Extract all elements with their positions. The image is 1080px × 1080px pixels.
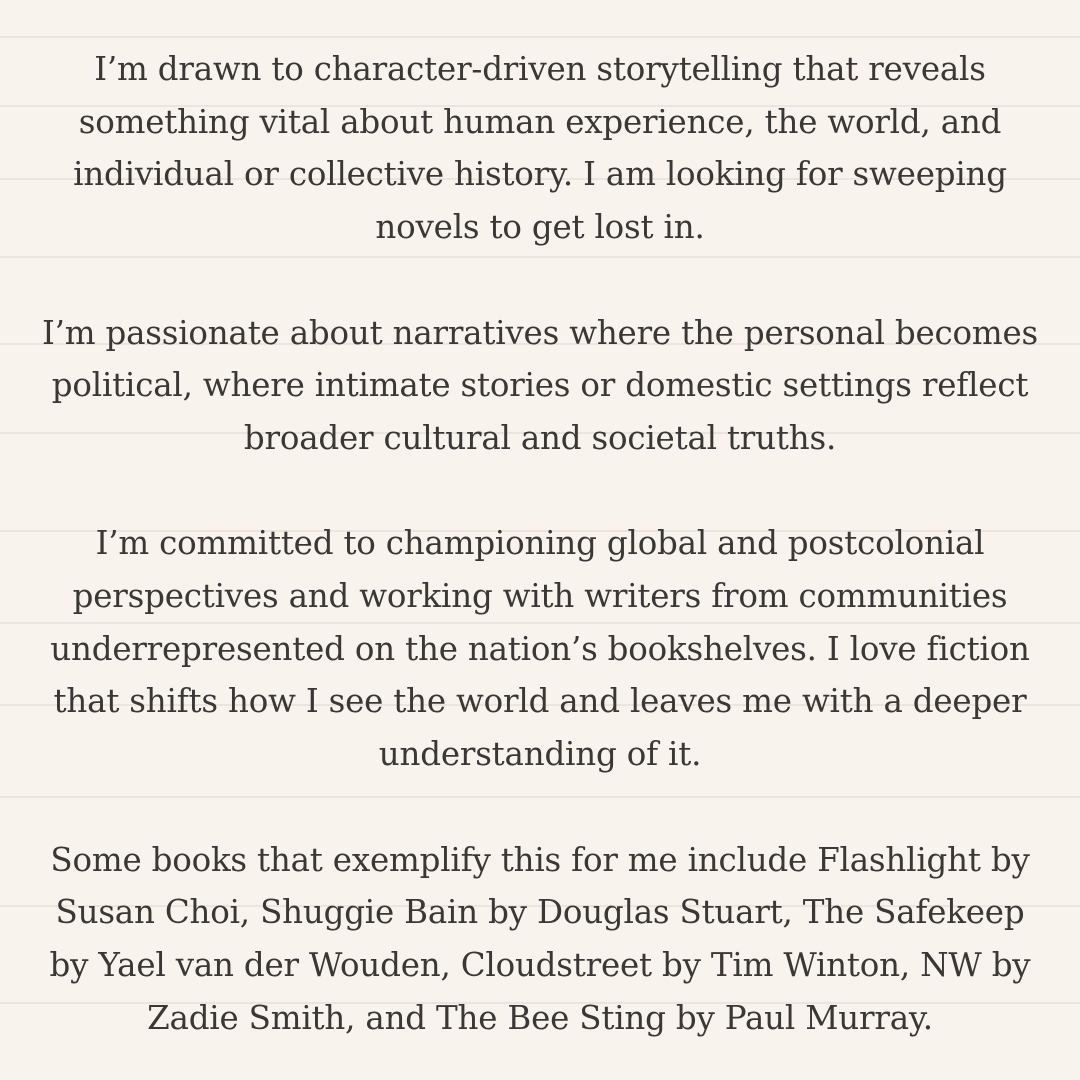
body-text — [40, 43, 1040, 1044]
paragraph-personal-political: I’m passionate about narratives where the personal becomes political, where intimate stories or domestic settings reflect broader cultural and societal truths. — [41, 313, 1039, 457]
paragraph-example-books: Some books that exemplify this for me include Flashlight by Susan Choi, Shuggie Bain by Douglas Stuart, The Safekeep by Yael van der Wouden, Cloudstreet by Tim Winton, NW by Zadie Smith, and The Bee Sting by Paul Murray. — [49, 840, 1031, 1037]
ruled-line — [0, 36, 1080, 38]
paragraph-global-perspectives: I’m committed to championing global and postcolonial perspectives and working with writers from communities underrepresented on the nation’s bookshelves. I love fiction that shifts how I see the world and leaves me with a deeper understanding of it. — [50, 524, 1030, 774]
paragraph-storytelling: I’m drawn to character-driven storytelling that reveals something vital about human experience, the world, and individual or collective history. I am looking for sweeping novels to get lost in. — [73, 50, 1007, 247]
